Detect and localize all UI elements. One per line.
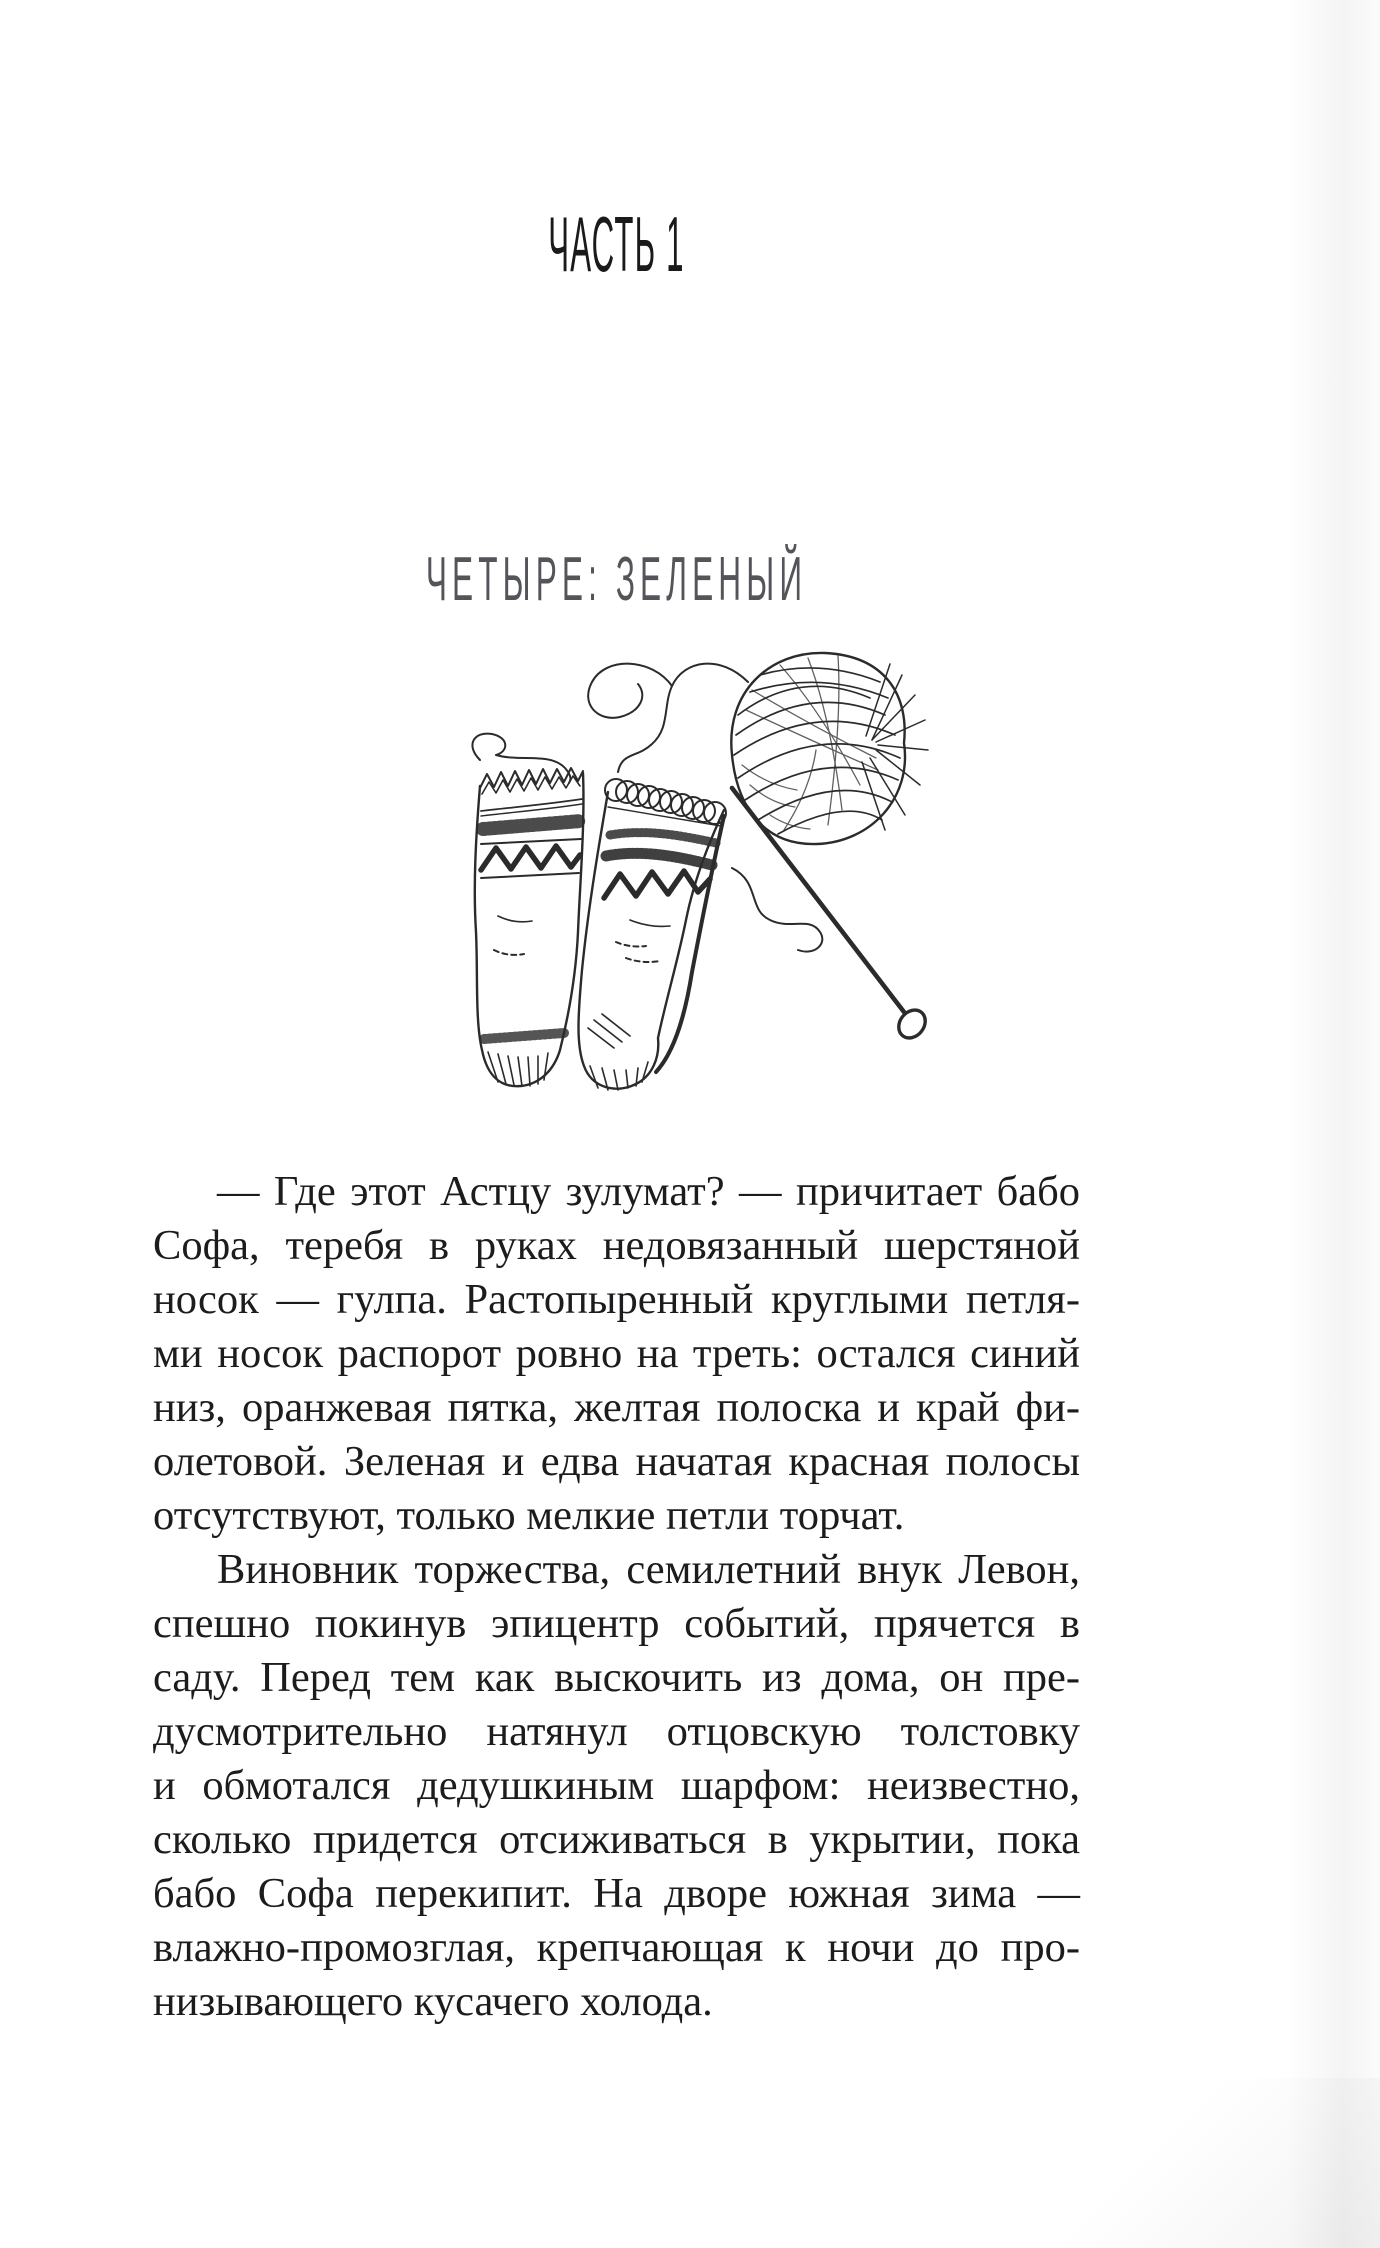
text-line: Софа, теребя в руках недовязанный шерстяной	[153, 1222, 1080, 1269]
page-corner-shadow	[950, 2078, 1380, 2248]
text-line: дусмотрительно натянул отцовскую толстовку	[153, 1708, 1080, 1755]
text-line: Виновник торжества, семилетний внук Левон,	[217, 1546, 1080, 1593]
page-edge-shadow	[1285, 0, 1380, 2248]
part-heading: ЧАСТЬ 1	[548, 199, 685, 288]
text-line: отсутствуют, только мелкие петли торчат.	[153, 1492, 905, 1539]
yarn-ball-icon	[731, 653, 928, 844]
text-line: саду. Перед тем как выскочить из дома, он пре-	[153, 1654, 1080, 1701]
chapter-title: ЧЕТЫРЕ: ЗЕЛЕНЫЙ	[425, 544, 808, 614]
text-line: — Где этот Астцу зулумат? — причитает бабо	[217, 1168, 1080, 1215]
right-sock-icon	[579, 779, 727, 1090]
text-line: сколько придется отсиживаться в укрытии, пока	[153, 1816, 1080, 1863]
text-line: олетовой. Зеленая и едва начатая красная полосы	[153, 1438, 1080, 1485]
text-line: спешно покинув эпицентр событий, прячется в	[153, 1600, 1080, 1647]
text-line: влажно-промозглая, крепчающая к ночи до про-	[153, 1924, 1080, 1971]
body-text	[153, 1165, 1080, 2029]
text-line: носок — гулпа. Растопыренный круглыми петля-	[153, 1276, 1080, 1323]
crochet-hook-icon	[732, 788, 931, 1043]
text-line: низывающего кусачего холода.	[153, 1978, 713, 2025]
text-line: бабо Софа перекипит. На дворе южная зима —	[153, 1870, 1080, 1917]
text-line: низ, оранжевая пятка, желтая полоска и край фи-	[153, 1384, 1080, 1431]
left-sock-icon	[475, 768, 584, 1086]
socks-yarn-crochet-illustration	[380, 620, 1020, 1120]
text-line: и обмотался дедушкиным шарфом: неизвестно,	[153, 1762, 1080, 1809]
text-line: ми носок распорот ровно на треть: остался синий	[153, 1330, 1080, 1377]
